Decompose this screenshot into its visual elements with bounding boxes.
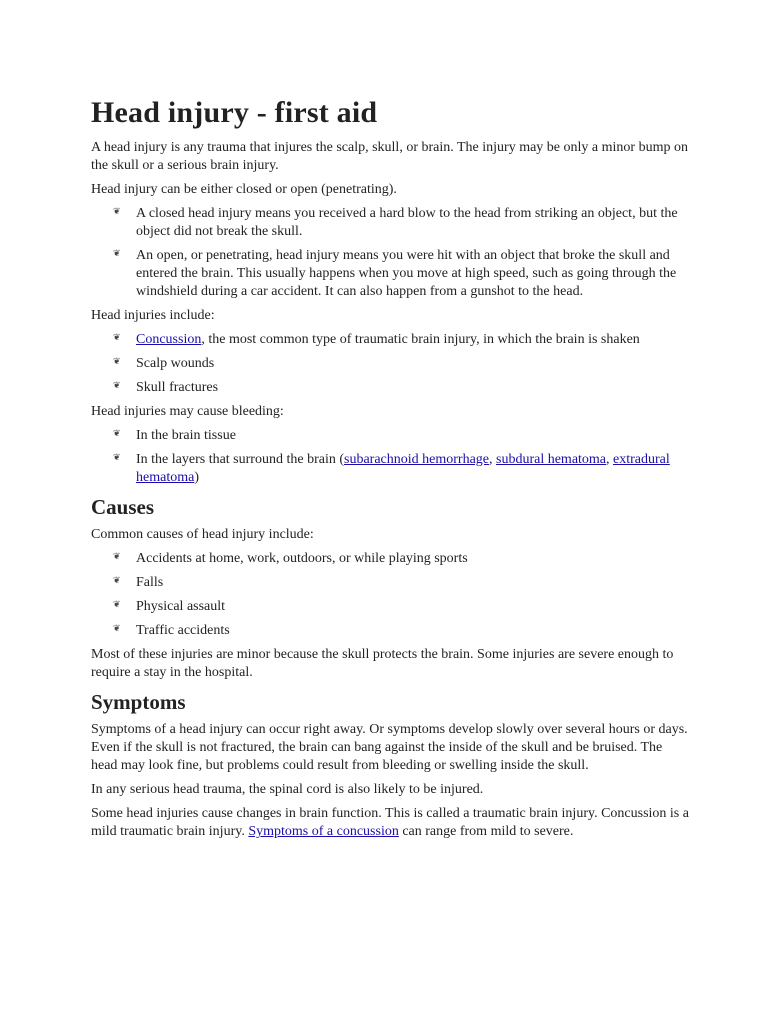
- subarachnoid-hemorrhage-link[interactable]: subarachnoid hemorrhage: [344, 452, 489, 467]
- list-item: ❦ In the layers that surround the brain (subarachnoid hemorrhage, subdural hematoma, extradural hematoma): [113, 452, 670, 485]
- symptoms-paragraph-1: Symptoms of a head injury can occur right away. Or symptoms develop slowly over several hours or days. Even if the skull is not fractured, the brain can bang against the inside of the skull and be bruised. The head may look fine, but problems could result from bleeding or swelling inside the skull.: [91, 722, 688, 774]
- bleeding-list: [91, 427, 691, 487]
- page-title: Head injury - first aid: [91, 96, 378, 129]
- list-item: ❦ Accidents at home, work, outdoors, or while playing sports: [113, 551, 468, 567]
- list-item: ❦ In the brain tissue: [113, 428, 236, 443]
- bullet-icon: ❦: [113, 428, 121, 438]
- causes-lead: Common causes of head injury include:: [91, 527, 314, 543]
- intro-paragraph: A head injury is any trauma that injures the scalp, skull, or brain. The injury may be only a minor bump on the skull or a serious brain injury.: [91, 140, 688, 173]
- bullet-icon: ❦: [113, 380, 121, 390]
- bullet-icon: ❦: [113, 599, 121, 610]
- list-item: ❦ Physical assault: [113, 599, 226, 615]
- injuries-include-list: [91, 331, 691, 397]
- extradural-hematoma-link[interactable]: extradural hematoma: [136, 452, 670, 485]
- injury-types-list: [91, 205, 691, 301]
- bullet-icon: ❦: [113, 623, 121, 634]
- symptoms-paragraph-2: In any serious head trauma, the spinal cord is also likely to be injured.: [91, 782, 484, 798]
- bullet-icon: ❦: [113, 452, 121, 462]
- causes-list: [91, 550, 691, 640]
- causes-closing: Most of these injuries are minor because the skull protects the brain. Some injuries are severe enough to require a stay in the hospital.: [91, 647, 674, 681]
- list-item: ❦ An open, or penetrating, head injury means you were hit with an object that broke the skull and entered the brain. This usually happens when you move at high speed, such as going through the windshield during a car accident. It can also happen from a gunshot to the head.: [113, 248, 677, 299]
- bullet-icon: ❦: [113, 332, 121, 342]
- symptoms-heading: Symptoms: [91, 690, 186, 715]
- list-item: ❦ Scalp wounds: [113, 356, 215, 371]
- symptoms-of-concussion-link[interactable]: Symptoms of a concussion: [248, 824, 399, 840]
- causes-heading: Causes: [91, 495, 155, 519]
- list-item: ❦ Traffic accidents: [113, 623, 230, 639]
- bleeding-label: Head injuries may cause bleeding:: [91, 404, 284, 419]
- list-item: ❦ Concussion, the most common type of traumatic brain injury, in which the brain is shaken: [113, 332, 640, 347]
- bullet-icon: ❦: [113, 206, 121, 216]
- list-item: ❦ A closed head injury means you received a hard blow to the head from striking an object, but the object did not break the skull.: [113, 206, 678, 239]
- list-item: ❦ Falls: [113, 575, 164, 591]
- injuries-include-label: Head injuries include:: [91, 308, 215, 323]
- list-item: ❦ Skull fractures: [113, 380, 219, 395]
- bullet-icon: ❦: [113, 248, 121, 258]
- subdural-hematoma-link[interactable]: subdural hematoma: [496, 452, 607, 467]
- bullet-icon: ❦: [113, 551, 121, 562]
- concussion-link[interactable]: Concussion: [136, 332, 202, 347]
- bullet-icon: ❦: [113, 575, 121, 586]
- injury-types-intro: Head injury can be either closed or open (penetrating).: [91, 182, 397, 197]
- symptoms-paragraph-3: Some head injuries cause changes in brain function. This is called a traumatic brain injury. Concussion is a mild traumatic brain injury. Symptoms of a concussion can range from mild to severe.: [91, 806, 689, 840]
- document-page: [91, 96, 691, 847]
- bullet-icon: ❦: [113, 356, 121, 366]
